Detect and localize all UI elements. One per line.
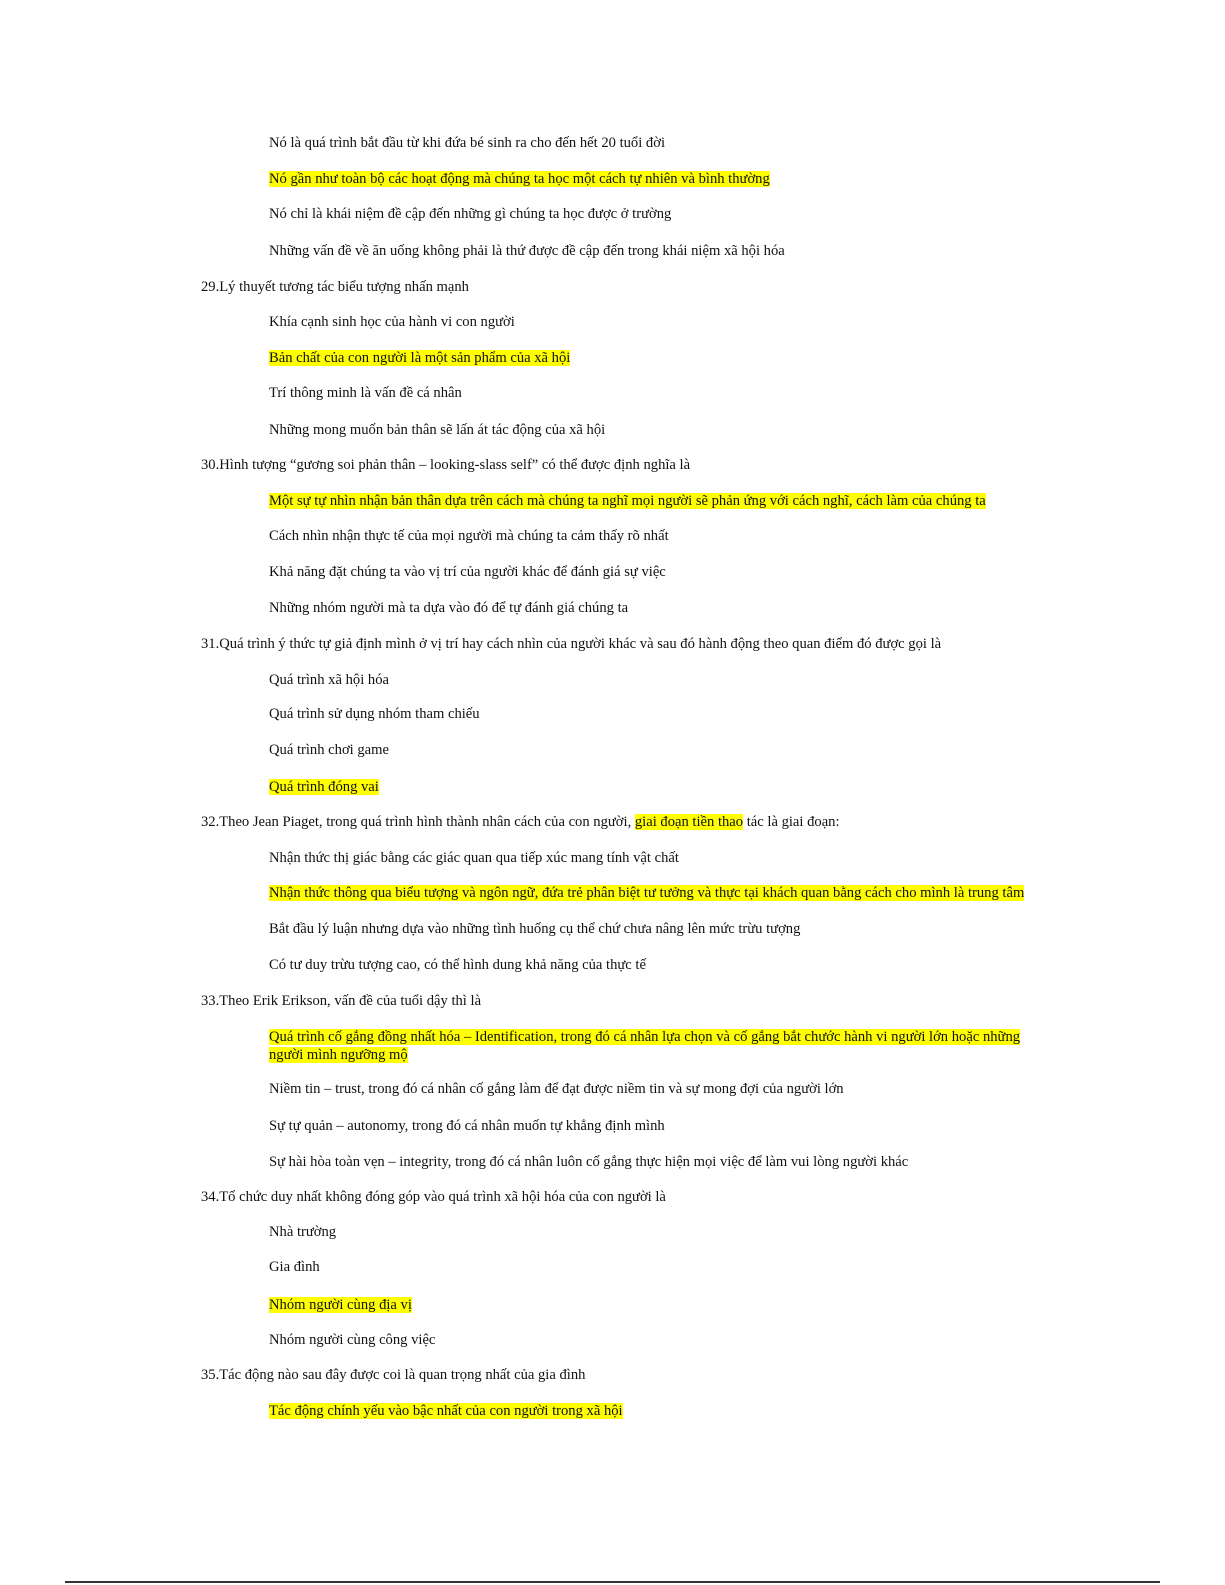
- question-text: tác là giai đoạn:: [743, 814, 840, 830]
- option-text: Nó chỉ là khái niệm đề cập đến những gì chúng ta học được ở trường: [269, 206, 672, 222]
- q31-option-b: [269, 705, 480, 723]
- option-text-highlighted: Quá trình đóng vai: [269, 779, 379, 795]
- q30-option-a: [269, 492, 986, 510]
- q29-option-c: [269, 384, 462, 402]
- q29-question: 29.Lý thuyết tương tác biểu tượng nhấn mạnh: [201, 279, 469, 295]
- option-text: Quá trình xã hội hóa: [269, 672, 389, 688]
- q34-option-d: [269, 1331, 435, 1349]
- option-text: Nhóm người cùng công việc: [269, 1332, 436, 1348]
- option-text: Sự hài hòa toàn vẹn – integrity, trong đó cá nhân luôn cố gắng thực hiện mọi việc để làm vui lòng người khác: [269, 1154, 909, 1170]
- option-text: Cách nhìn nhận thực tế của mọi người mà chúng ta cảm thấy rõ nhất: [269, 528, 669, 544]
- option-text: Nhận thức thị giác bằng các giác quan qua tiếp xúc mang tính vật chất: [269, 850, 679, 866]
- q31-option-d: [269, 778, 379, 796]
- q32-option-b: [269, 884, 1024, 902]
- q33-option-d: [269, 1153, 908, 1171]
- q34-option-c: [269, 1296, 412, 1314]
- q33-option-b: [269, 1080, 844, 1098]
- q35-question: 35.Tác động nào sau đây được coi là quan trọng nhất của gia đình: [201, 1367, 586, 1383]
- option-text-highlighted: Quá trình cố gắng đồng nhất hóa – Identification, trong đó cá nhân lựa chọn và cố gắng bắt chước hành vi người lớn hoặc những người mình ngưỡng mộ: [269, 1029, 1021, 1063]
- question-text: 32.Theo Jean Piaget, trong quá trình hình thành nhân cách của con người,: [201, 814, 635, 830]
- q32-option-d: [269, 956, 646, 974]
- q28-option-d: [269, 242, 785, 260]
- option-text-highlighted: Bản chất của con người là một sản phẩm của xã hội: [269, 350, 571, 366]
- q33-question: 33.Theo Erik Erikson, vấn đề của tuổi dậy thì là: [201, 993, 482, 1009]
- q30-option-b: [269, 527, 669, 545]
- option-text: Niềm tin – trust, trong đó cá nhân cố gắng làm để đạt được niềm tin và sự mong đợi của người lớn: [269, 1081, 844, 1097]
- option-text-highlighted: Tác động chính yếu vào bậc nhất của con người trong xã hội: [269, 1403, 623, 1419]
- q32-option-a: [269, 849, 679, 867]
- option-text: Quá trình sử dụng nhóm tham chiếu: [269, 706, 480, 722]
- option-text: Khía cạnh sinh học của hành vi con người: [269, 314, 515, 330]
- option-text-highlighted: Nhóm người cùng địa vị: [269, 1297, 412, 1313]
- question-text-highlighted: giai đoạn tiền thao: [634, 814, 744, 830]
- q32-option-c: [269, 920, 800, 938]
- q34-option-a: [269, 1223, 336, 1241]
- q31-option-c: [269, 741, 389, 759]
- option-text: Bắt đầu lý luận nhưng dựa vào những tình huống cụ thể chứ chưa nâng lên mức trừu tượng: [269, 921, 801, 937]
- option-text: Những mong muốn bản thân sẽ lấn át tác động của xã hội: [269, 422, 606, 438]
- option-text: Sự tự quản – autonomy, trong đó cá nhân muốn tự khẳng định mình: [269, 1118, 665, 1134]
- option-text: Những vấn đề về ăn uống không phải là thứ được đề cập đến trong khái niệm xã hội hóa: [269, 243, 785, 259]
- q29-option-b: [269, 349, 570, 367]
- option-text: Gia đình: [269, 1259, 320, 1275]
- page-bottom-divider: [65, 1581, 1160, 1583]
- q34-question: 34.Tổ chức duy nhất không đóng góp vào quá trình xã hội hóa của con người là: [201, 1189, 666, 1205]
- q31-option-a: [269, 671, 389, 689]
- option-text: Nó là quá trình bắt đầu từ khi đứa bé sinh ra cho đến hết 20 tuổi đời: [269, 135, 665, 151]
- q28-option-b: [269, 170, 770, 188]
- option-text: Quá trình chơi game: [269, 742, 389, 758]
- q29-option-d: [269, 421, 605, 439]
- option-text: Khả năng đặt chúng ta vào vị trí của người khác để đánh giá sự việc: [269, 564, 666, 580]
- q33-option-c: [269, 1117, 665, 1135]
- q30-question: 30.Hình tượng “gương soi phản thân – looking-slass self” có thể được định nghĩa là: [201, 457, 691, 473]
- q28-option-a: [269, 134, 665, 152]
- option-text: Những nhóm người mà ta dựa vào đó để tự đánh giá chúng ta: [269, 600, 629, 616]
- option-text-highlighted: Nhận thức thông qua biểu tượng và ngôn ngữ, đứa trẻ phân biệt tư tưởng và thực tại khách quan bằng cách cho mình là trung tâm: [269, 885, 1025, 901]
- option-text: Trí thông minh là vấn đề cá nhân: [269, 385, 462, 401]
- q33-option-a: [269, 1028, 1054, 1064]
- q32-question: [201, 813, 840, 831]
- option-text: Có tư duy trừu tượng cao, có thể hình dung khả năng của thực tế: [269, 957, 646, 973]
- option-text-highlighted: Một sự tự nhìn nhận bản thân dựa trên cách mà chúng ta nghĩ mọi người sẽ phản ứng với cách nghĩ, cách làm của chúng ta: [269, 493, 986, 509]
- q30-option-d: [269, 599, 628, 617]
- q31-question: 31.Quá trình ý thức tự giả định mình ở vị trí hay cách nhìn của người khác và sau đó hành động theo quan điểm đó được gọi là: [201, 636, 942, 652]
- q28-option-c: [269, 205, 671, 223]
- q29-option-a: [269, 313, 515, 331]
- option-text: Nhà trường: [269, 1224, 337, 1240]
- q30-option-c: [269, 563, 666, 581]
- q35-option-a: [269, 1402, 623, 1420]
- option-text-highlighted: Nó gần như toàn bộ các hoạt động mà chúng ta học một cách tự nhiên và bình thường: [269, 171, 770, 187]
- q34-option-b: [269, 1258, 320, 1276]
